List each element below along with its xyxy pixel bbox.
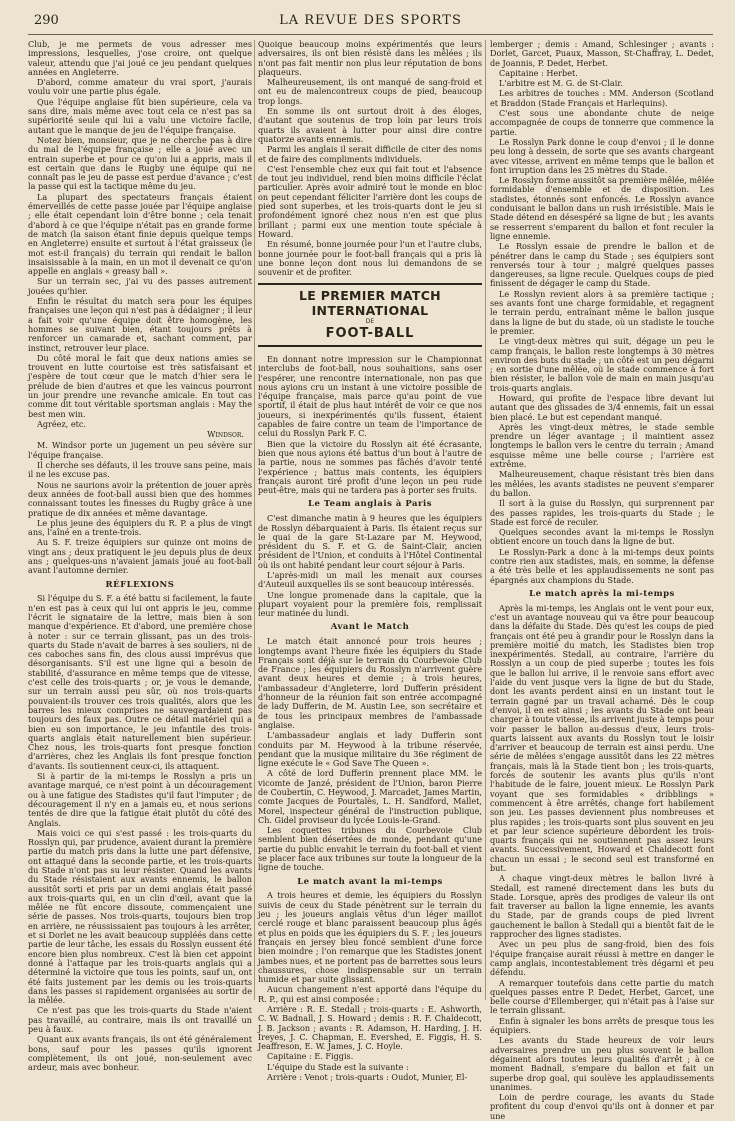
column-1: [28, 39, 252, 1073]
paragraph: Le match était annoncé pour trois heures ; longtemps avant l'heure fixée les équipiers du Stade Français sont déjà sur le terrain du Courbevoie Club de France ; les équipiers du Rosslyn n'arrivent guère avant deux heures et demie ; à trois heures, l'ambassadeur d'Angleterre, lord Dufferin président d'honneur de la réunion fait son entrée accompagné de lady Dufferin, de M. Austin Lee, son secrétaire et de tous les principaux membres de l'ambassade anglaise.: [258, 636, 482, 730]
paragraph: Howard, qui profite de l'espace libre devant lui autant que des glissades de 3/4 ennemis, fait un essai bien placé. Le but est cependant manqué.: [490, 392, 714, 422]
paragraph: L'ambassadeur anglais et lady Dufferin sont conduits par M. Heywood à la tribune réservée, pendant que la musique militaire du 36e régiment de ligne exécute le « God Save The Queen ».: [258, 730, 482, 769]
paragraph: Aucun changement n'est apporté dans l'équipe du R. P., qui est ainsi composée :: [258, 984, 482, 1004]
paragraph: lemberger ; demis : Amand, Schlesinger ; avants : Dorlet, Garcet, Puaux, Masson, St-Chaffray, L. Dedet, de Joannis, P. Dedet, Herbet.: [490, 39, 714, 68]
paragraph: Malheureusement, ils ont manqué de sang-froid et ont eu de malencontreux coups de pied, beaucoup trop longs.: [258, 77, 482, 106]
paragraph: Capitaine : Herbet.: [499, 67, 578, 78]
letter-signature: Windsor.: [207, 429, 244, 440]
paragraph: Sur un terrain sec, j'ai vu des passes autrement jouées qu'hier.: [28, 276, 252, 296]
paragraph: Les coquettes tribunes du Courbevoie Club semblent bien désertées de monde, pendant qu'une partie du public envahit le terrain du foot-ball et vient se placer face aux tribunes sur toute la longueur de la ligne de touche.: [258, 825, 482, 873]
paragraph: L'après-midi un mail les menait aux courses d'Auteuil auxquelles ils se sont beaucoup intéressés.: [258, 570, 482, 590]
column-2: [258, 39, 482, 1083]
paragraph: Les arbitres de touches : MM. Anderson (Scotland et Braddon (Stade Français et Harlequins).: [490, 88, 714, 108]
paragraph: M. Windsor porte un jugement un peu sévère sur l'équipe française.: [28, 440, 252, 460]
paragraph: Le Rosslyn revient alors à sa première tactique ; ses avants font une charge formidable, et regagnent le terrain perdu, entraînant même le ballon jusque dans la ligne de but du stade, où un stadiste le touche le premier.: [490, 288, 714, 336]
paragraph: Si l'équipe du S. F. a été battu si facilement, la faute n'en est pas à ceux qui lui ont appris le jeu, comme l'écrit le signataire de la lettre, mais bien à son manque d'expérience. Et d'abord, une première chose à noter : sur ce terrain glissant, pas un des trois-quarts du Stade n'avait de barres à ses souliers, ni de ces caboches sans fin, des clous aussi imprévus que désorganisants. S'il est une ligne qui a besoin de stabilité, d'assurance en même temps que de vitesse, c'est celle des trois-quarts ; or, je vous le demande, sur un terrain aussi peu sûr, où nos trois-quarts pouvaient-ils trouver ces trois qualités, alors que les barres les mieux comprises ne sauvegardaient pas toujours des faux pas. Outre ce détail matériel qui a bien eu son importance, le jeu infantile des trois-quarts anglais était naturellement bien supérieur. Chez nous, les trois-quarts font presque fonction d'arrières, chez les Anglais ils font presque fonction d'avants. Ils soutiennent ceux-ci, ils attaquent.: [28, 593, 252, 771]
page-header: [28, 10, 713, 35]
article-title-connector: DE: [365, 318, 375, 326]
paragraph: Ce n'est pas que les trois-quarts du Stade n'aient pas travaillé, au contraire, mais ils ont travaillé un peu à faux.: [28, 1005, 252, 1035]
column-3: [490, 39, 714, 1121]
paragraph: En donnant notre impression sur le Championnat interclubs de foot-ball, nous souhaitions, sans oser l'espérer, une rencontre internationale, non pas que nous ayions cru un instant à une victoire possible de l'équipe française, mais parce qu'au point de vue sportif, il était de plus haut intérêt de voir ce que nos joueurs, si inexpérimentés qu'ils fussent, étaient capables de faire contre un team de l'importance de celui du Rosslyn Park F. C.: [258, 354, 482, 439]
section-heading: Le match avant la mi-temps: [297, 876, 443, 887]
paragraph: Au S. F. treize équipiers sur quinze ont moins de vingt ans ; deux pratiquent le jeu depuis plus de deux ans ; quelques-uns n'avaient jamais joué au foot-ball avant l'automne dernier.: [28, 537, 252, 576]
paragraph: La plupart des spectateurs français étaient émerveillés de cette passe jouée par l'équipe anglaise ; elle était cependant loin d'être bonne ; cela tenait d'abord à ce que l'équipe n'était pas en grande forme de match (la saison étant finie depuis quelque temps en Angleterre) ensuite et surtout à l'état graisseux (le mot est-il français) du terrain qui rendait le ballon insaisissable à la main, en un mot il devenait ce qu'on appelle en anglais « greasy ball ».: [28, 191, 252, 277]
paragraph: Le Rosslyn forme aussitôt sa première mêlée, mêlée formidable d'ensemble et de disposition. Les stadistes, étonnés sont enfoncés. Le Rosslyn avance conduisant le ballon dans un rush irrésistible. Mais le Stade détend en désespéré sa ligne de but ; les avants se resserrent s'emparent du ballon et font reculer la ligne ennemie.: [490, 175, 714, 241]
paragraph: A remarquer toutefois dans cette partie du match quelques passes entre P. Dedet, Herbet, Garcet, une belle course d'Ellemberger, qui n'était pas à l'aise sur le terrain glissant.: [490, 977, 714, 1016]
paragraph: C'est l'ensemble chez eux qui fait tout et l'absence de tout jeu individuel, rend bien moins difficile l'éclat particulier. Après avoir admiré tout le monde en bloc on peut cependant féliciter l'arrière dont les coups de pied sont superbes, et les trois-quarts dont le jeu si profondément ignoré chez nous n'en est que plus brillant ; parmi eux une mention toute spéciale à Howard.: [258, 163, 482, 239]
column-divider: [485, 40, 486, 1000]
paragraph: Une longue promenade dans la capitale, que la plupart voyaient pour la première fois, remplissait leur matinée du lundi.: [258, 589, 482, 619]
paragraph: Capitaine : E. Figgis.: [267, 1051, 354, 1062]
paragraph: Le plus jeune des équipiers du R. P. a plus de vingt ans, l'aîné en a trente-trois.: [28, 517, 252, 538]
paragraph: Le Rosslyn-Park a donc à la mi-temps deux points contre rien aux stadistes, mais, en somme, la défense a été très belle et les applaudissements ne sont pas épargnés aux champions du Stade.: [490, 546, 714, 585]
paragraph: Si à partir de la mi-temps le Rosslyn a pris un avantage marqué, ce n'est point à un découragement ou à une fatigue des Stadistes qu'il faut l'imputer ; de découragement il n'y en a jamais eu, et nous serions tentés de dire que la fatigue était plutôt du côté des Anglais.: [28, 771, 252, 828]
paragraph: Arrière : R. E. Stedall ; trois-quarts : E. Ashworth, C. W. Badnall, J. S. Howard ; demis : R. F. Chaldecott, J. B. Jackson ; avants : R. Adamson, H. Harding, J. H. Ireyes, J. C. Chapman, E. Evershed, E. Figgis, H. S. Jeaffreson, E. W. James, J. C. Hoyle.: [258, 1004, 482, 1052]
article-title-line-2: FOOT-BALL: [325, 326, 415, 342]
paragraph: En somme ils ont surtout droit à des éloges, d'autant que soutenus de trop loin par leurs trois quarts ils avaient à lutter pour ainsi dire contre quatorze avants ennemis.: [258, 106, 482, 144]
page-number: 290: [34, 13, 59, 28]
section-heading: Avant le Match: [330, 622, 410, 633]
paragraph: Notez bien, monsieur, que je ne cherche pas à dire du mal de l'équipe française ; elle a joué avec un entrain superbe et pour ce qu'on lui a appris, mais il est certain que dans le Rugby une équipe qui ne connaît pas le jeu de passe est perdue d'avance ; c'est la passe qui est la tactique même du jeu.: [28, 134, 252, 192]
paragraph: Mais voici ce qui s'est passé : les trois-quarts du Rosslyn qui, par prudence, avaient durant la première partie du match pris dans la lutte une part défensive, ont attaqué dans la seconde partie, et les trois-quarts du Stade n'ont pas su leur résister. Quand les avants du Stade résistaient aux avants ennemis, le ballon aussitôt sorti et pris par un demi anglais était passé aux trois-quarts qui, en un clin d'œil, avant que la mêlée ne fût encore dissoute, commençaient une série de passes. Nos trois-quarts, toujours bien trop en arrière, ne réussissaient pas toujours à les arrêter, et si Dorlet ne les avait beaucoup suppléés dans cette partie de leur tâche, les essais du Rosslyn eussent été encore bien plus nombreux. C'est là bien cet appoint donné à l'attaque par les trois-quarts anglais qui a déterminé la victoire que tous les points, sauf un, ont été faits justement par les demis ou les trois-quarts dans les passes si rapidement organisées au sortir de la mêlée.: [28, 827, 252, 1006]
column-divider: [254, 40, 255, 1000]
paragraph: Bien que la victoire du Rosslyn ait été écrasante, bien que nous ayions été battus d'un bout à l'autre de la partie, nous ne sommes pas fâchés d'avoir tenté l'expérience ; battus mais contents, les équipiers français auront tiré profit d'une leçon un peu rude peut-être, mais qui ne tardera pas à porter ses fruits.: [258, 438, 482, 496]
paragraph: Le vingt-deux mètres qui suit, dégage un peu le camp français, le ballon reste longtemps à 30 mètres environ des buts du stade ; un côté est un peu dégarni ; en sortie d'une mêlée, où le stade commence à fort bien résister, le ballon vole de main en main jusqu'au trois-quarts anglais.: [490, 336, 714, 393]
paragraph: Enfin à signaler les bons arrêts de presque tous les équipiers.: [490, 1015, 714, 1036]
paragraph: Avec un peu plus de sang-froid, bien des fois l'équipe française aurait réussi à mettre en danger le camp anglais, incontestablement très dégarni et peu défendu.: [490, 939, 714, 978]
paragraph: Nous ne saurions avoir la prétention de jouer après deux années de foot-ball aussi bien que des hommes connaissant toutes les finesses du Rugby grâce à une pratique de dix années et même davantage.: [28, 479, 252, 518]
paragraph: En résumé, bonne journée pour l'un et l'autre clubs, bonne journée pour le foot-ball français qui a pris là une bonne leçon dont nous lui demandons de se souvenir et de profiter.: [258, 239, 482, 278]
section-heading: Le Team anglais à Paris: [307, 499, 433, 510]
paragraph: Arrière : Venot ; trois-quarts : Oudot, Munier, El-: [267, 1072, 468, 1083]
paragraph: Après la mi-temps, les Anglais ont le vent pour eux, c'est un avantage nouveau qui va être pour beaucoup dans la défaite du Stade. Dès qu'est les coups de pied français ont été peu à grandir pour le Rosslyn dans la première moitié du match, les Stadistes bien trop inexpérimentés. Stedall, au contraire, l'arrière du Rosslyn a un coup de pied superbe ; toutes les fois que le ballon lui arrive, il le renvoie sans effort avec l'aide du vent jusque vers la ligne de but du Stade, dont les avants perdent ainsi en un instant tout le terrain gagné par un travail acharné. Dès le coup d'envoi, il en est ainsi ; les avants du Stade ont beau charger à toute vitesse, ils arrivent juste à temps pour voir passer le ballon au-dessus d'eux, leurs trois-quarts laissent aux avants du Rosslyn tout le loisir d'arriver et beaucoup de terrain est ainsi perdu. Une série de mêlées s'engage aussitôt dans les 22 mètres français, mais là la Stade tient bon ; les trois-quarts, forcés de soutenir les avants plus qu'ils n'ont l'habitude de le faire, jouent mieux. Le Rosslyn Park voyant que ses formidables « dribblings » commencent à être arrêtés, change fort habilement son jeu. Les passes deviennent plus nombreuses et plus rapides ; les trois-quarts sont plus souvent en jeu et par leur science supérieure débordent les trois-quarts français qui ne soutiennent pas assez leurs avants. Successivement, Howard et Chaldecott font chacun un essai ; le second seul est transformé en but.: [490, 602, 714, 873]
paragraph: Agréez, etc.: [37, 418, 87, 429]
paragraph: Après les vingt-deux mètres, le stade semble prendre un léger avantage ; il maintient assez longtemps le ballon vers le centre du terrain ; Amand esquisse même une belle course ; l'arrière est extrême.: [490, 421, 714, 470]
paragraph: Il sort à la guise du Rosslyn, qui surprennent par des passes rapides, les trois-quarts du Stade ; le Stade est forcé de reculer.: [490, 498, 714, 527]
paragraph: D'abord, comme amateur du vrai sport, j'aurais voulu voir une partie plus égale.: [28, 77, 252, 97]
paragraph: C'est sous une abondante chute de neige accompagnée de coups de tonnerre que commence la partie.: [490, 108, 714, 137]
paragraph: Quant aux avants français, ils ont été généralement bons, sauf pour les passes qu'ils ignorent complètement, ils ont joué, non-seulement avec ardeur, mais avec bonheur.: [28, 1034, 252, 1073]
paragraph: C'est dimanche matin à 9 heures que les équipiers de Rosslyn débarquaient à Paris. Ils étaient reçus sur le quai de la gare St-Lazare par M. Heywood, président du S. F. et G. de Saint-Clair, ancien président de l'Union, et conduits à l'Hôtel Continental où ils ont habité pendant leur court séjour à Paris.: [258, 513, 482, 570]
paragraph: Il cherche ses défauts, il les trouve sans peine, mais il ne les excuse pas.: [28, 460, 252, 480]
paragraph: Du côté moral le fait que deux nations amies se trouvent en lutte courtoise est très satisfaisant et j'espère de tout cœur que le match d'hier sera le prélude de bien d'autres et que les vaincus pourront un jour prendre une revanche amicale. En tout cas comme dit tout véritable sportsman anglais : May the best men win.: [28, 352, 252, 419]
article-title: [258, 283, 482, 347]
publication-title: LA REVUE DES SPORTS: [279, 13, 462, 28]
section-heading: RÉFLEXIONS: [105, 579, 175, 590]
paragraph: Que l'équipe anglaise fût bien supérieure, cela va sans dire, mais même avec tout cela ce n'est pas sa supériorité seule qui lui a valu une victoire facile, autant que le manque de jeu de l'équipe française.: [28, 96, 252, 135]
paragraph: Enfin le résultat du match sera pour les équipes françaises une leçon qui n'est pas à dédaigner ; il leur a fait voir qu'une équipe doit être homogène, les hommes se suivant bien, étant toujours prêts à renforcer un camarade et, sachant comment, par instinct, retrouver leur place.: [28, 296, 252, 353]
paragraph: Malheureusement, chaque résistant très bien dans les mêlées, les avants stadistes ne peuvent s'emparer du ballon.: [490, 469, 714, 498]
paragraph: Le Rosslyn Park donne le coup d'envoi ; il le donne peu long à dessein, de sorte que ses avants chargeant avec vitesse, arrivent en même temps que le ballon et font irruption dans les 25 mètres du Stade.: [490, 136, 714, 175]
paragraph: A chaque vingt-deux mètres le ballon livré à Stedall, est ramené directement dans les buts du Stade. Lorsque, après des prodiges de valeur ils ont fait traverser au ballon la ligne ennemie, les avants du Stade, par de grands coups de pied livrent gauchement le ballon à Stedall qui a bientôt fait de le rapprocher des lignes stadistes.: [490, 873, 714, 940]
article-title-line-1: LE PREMIER MATCH INTERNATIONAL: [299, 288, 441, 318]
paragraph: Les avants du Stade heureux de voir leurs adversaires prendre un peu plus souvent le ballon dégainent alors toutes leurs qualités d'arrêt ; à ce moment Badnall, s'empare du ballon et fait un superbe drop goal, qui soulève les applaudissements unanimes.: [490, 1035, 714, 1092]
paragraph: A côté de lord Dufferin prennent place MM. le vicomte de Janzé, président de l'Union, baron Pierre de Coubertin, C. Heywood, J. Marcadet, James Martin, comte Jacques de Pourtalès, L. H. Sandford, Mallet, Morel, inspecteur général de l'instruction publique, Ch. Gidel proviseur du lycée Louis-le-Grand.: [258, 768, 482, 825]
paragraph: L'arbitre est M. G. de St-Clair.: [499, 78, 623, 89]
paragraph: Quelques secondes avant la mi-temps le Rosslyn obtient encore un touch dans la ligne de but.: [490, 527, 714, 547]
paragraph: Le Rosslyn essaie de prendre le ballon et de pénétrer dans le camp du Stade ; ses équipiers sont renversés tour à tour ; malgré quelques passes dangereuses, sa ligne recule. Quelques coups de pied finissent de dégager le camp du Stade.: [490, 241, 714, 289]
paragraph: Parmi les anglais il serait difficile de citer des noms et de faire des compliments individuels.: [258, 144, 482, 164]
paragraph: Loin de perdre courage, les avants du Stade profitent du coup d'envoi qu'ils ont à donner et par une: [490, 1092, 714, 1121]
paragraph: L'équipe du Stade est la suivante :: [267, 1061, 409, 1072]
paragraph: A trois heures et demie, les équipiers du Rosslyn suivis de ceux du Stade pénètrent sur le terrain du jeu ; les joueurs anglais vêtus d'un léger maillot cerclé rouge et blanc paraissent beaucoup plus âgés et plus en poids que les équipiers du S. F. ; les joueurs français en jersey bleu foncé semblent d'une force bien moindre ; l'on remarque que les Stadistes jonent jambes nues, et ne portent pas de barrettes sous leurs chaussures, chose indispensable sur un terrain humide et par suite glissant.: [258, 890, 482, 985]
paragraph: Club, je me permets de vous adresser mes impressions, lesquelles, j'ose croire, ont quelque valeur, attendu que j'ai joué ce jeu pendant quelques années en Angleterre.: [28, 39, 252, 77]
section-heading: Le match après la mi-temps: [529, 588, 675, 599]
paragraph: Quoique beaucoup moins expérimentés que leurs adversaires, ils ont bien résisté dans les mêlées ; ils n'ont pas fait mentir non plus leur réputation de bons plaqueurs.: [258, 39, 482, 77]
